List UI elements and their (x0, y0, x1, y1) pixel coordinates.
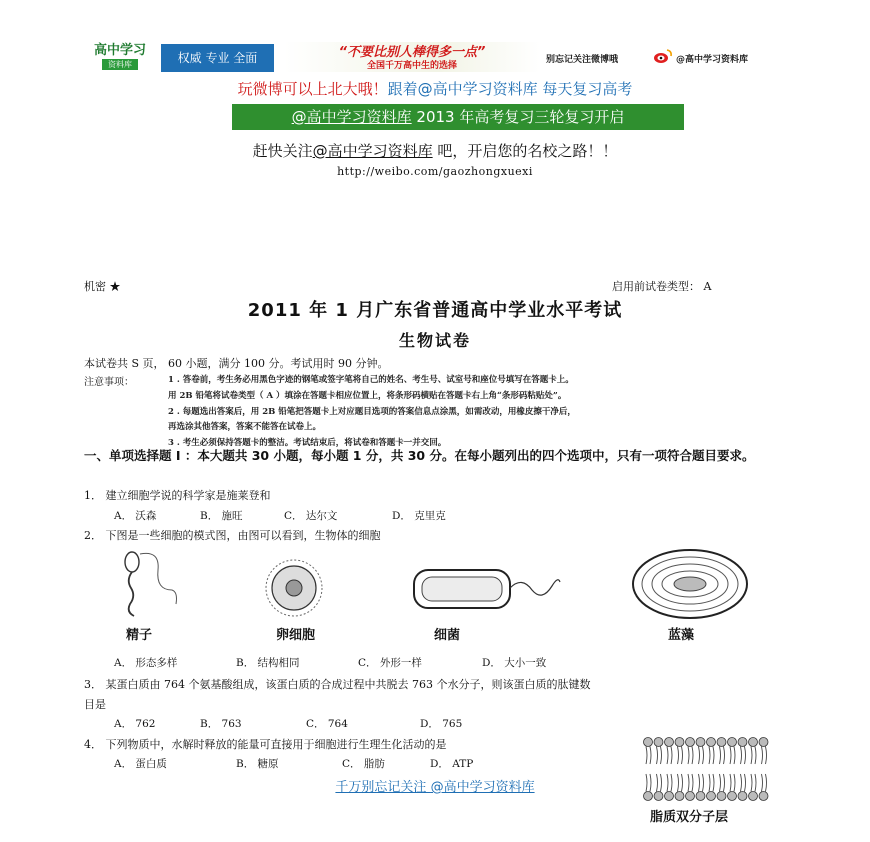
lipid-head (738, 738, 747, 747)
sperm-cell-figure (112, 550, 182, 620)
lipid-tail (745, 747, 746, 765)
exam-intro: 本试卷共 S 页， 60 小题，满分 100 分。考试用时 90 分钟。 (84, 357, 389, 370)
lipid-tail (755, 747, 756, 765)
promo-blue-text[interactable]: 跟着@高中学习资料库 每天复习高考 (387, 80, 633, 98)
option-c[interactable]: C． 764 (306, 718, 348, 730)
question-stem: 2． 下图是一些细胞的模式图，由图可以看到，生物体的细胞 (84, 529, 381, 542)
site-logo (84, 44, 156, 74)
notes-label: 注意事项： (84, 377, 134, 388)
lipid-tail (762, 747, 763, 765)
lipid-head (696, 738, 705, 747)
lipid-tail (646, 747, 647, 765)
exam-title: 2011 年 1 月广东省普通高中学业水平考试 (247, 300, 623, 321)
option-b[interactable]: B． 结构相同 (236, 657, 300, 669)
footer-account-link[interactable]: @高中学习资料库 (430, 780, 535, 795)
tagline-badge: 权威 专业 全面 (161, 44, 274, 72)
note-line: 再选涂其他答案，答案不能答在试卷上。 (168, 422, 322, 432)
note-line: 1 . 答卷前，考生务必用黑色字迹的钢笔或签字笔将自己的姓名、考生号、试室号和座位号填写在答题卡上。 (168, 375, 574, 385)
option-d[interactable]: D． ATP (430, 758, 474, 770)
lipid-tail (734, 747, 735, 765)
lipid-tail (709, 747, 710, 765)
question-stem: 1． 建立细胞学说的科学家是施莱登和 (84, 489, 271, 502)
figure-label-egg: 卵细胞 (276, 628, 316, 643)
weibo-icon (653, 48, 673, 64)
lipid-tail (682, 747, 683, 765)
lipid-tail (678, 747, 679, 765)
figure-label-bilayer: 脂质双分子层 (650, 810, 729, 825)
lipid-tail (692, 747, 693, 765)
lipid-head (654, 738, 663, 747)
lipid-head (759, 738, 768, 747)
lipid-head (686, 738, 695, 747)
figure-label-bacterium: 细菌 (434, 628, 461, 643)
option-c[interactable]: C． 外形一样 (358, 657, 422, 669)
option-b[interactable]: B． 施旺 (200, 510, 243, 522)
green-bar-text: 2013 年高考复习三轮复习开启 (411, 108, 625, 126)
lipid-tail (688, 747, 689, 765)
option-d[interactable]: D． 克里克 (392, 510, 446, 522)
lipid-tail (751, 747, 752, 765)
figure-label-sperm: 精子 (126, 628, 153, 643)
option-b[interactable]: B． 763 (200, 718, 242, 730)
lipid-tail (661, 747, 662, 765)
option-c[interactable]: C． 脂肪 (342, 758, 385, 770)
option-a[interactable]: A． 沃森 (114, 510, 157, 522)
option-b[interactable]: B． 糖原 (236, 758, 279, 770)
follow-prefix: 赶快关注 (252, 142, 313, 160)
question-stem: 4． 下列物质中，水解时释放的能量可直接用于细胞进行生理生化活动的是 (84, 738, 447, 751)
promo-line (0, 78, 870, 99)
lipid-tail (667, 747, 668, 765)
slogan-sub: 全国千万高中生的选择 (366, 61, 457, 71)
exam-subject: 生物试卷 (398, 331, 471, 350)
cyanobacteria-figure (630, 548, 750, 620)
follow-account-link[interactable]: @高中学习资料库 (312, 142, 433, 160)
lipid-head (717, 738, 726, 747)
lipid-head (665, 738, 674, 747)
secret-mark: 机密 ★ (84, 280, 121, 293)
lipid-tail (730, 747, 731, 765)
lipid-head (728, 738, 737, 747)
option-d[interactable]: D． 大小一致 (482, 657, 547, 669)
logo-tag: 资料库 (102, 59, 138, 70)
lipid-head (749, 738, 758, 747)
lipid-tail (766, 747, 767, 765)
note-line: 2 . 每题选出答案后，用 2B 铅笔把答题卡上对应题目选项的答案信息点涂黑，如需改动，用橡皮擦干净后， (168, 407, 576, 417)
lipid-tail (713, 747, 714, 765)
option-a[interactable]: A． 形态多样 (114, 657, 178, 669)
bacterium-figure (412, 562, 562, 614)
lipid-tail (699, 747, 700, 765)
promo-green-bar (232, 104, 684, 130)
question-stem: 3． 某蛋白质由 764 个氨基酸组成，该蛋白质的合成过程中共脱去 763 个水分子，则该蛋白质的肽键数 (84, 678, 591, 691)
option-d[interactable]: D． 765 (420, 718, 463, 730)
slogan-main: “不要比别人棒得多一点” (338, 45, 486, 60)
note-line: 3 . 考生必须保持答题卡的整洁。考试结束后，将试卷和答题卡一并交回。 (168, 438, 447, 448)
follow-suffix: 吧，开启您的名校之路！！ (432, 142, 618, 160)
exam-type: 启用前试卷类型： A (612, 280, 712, 293)
lipid-head (644, 738, 653, 747)
lipid-tail (657, 747, 658, 765)
footer-follow (0, 776, 870, 795)
egg-cell-figure (262, 556, 326, 620)
lipid-tail (720, 747, 721, 765)
lipid-head (675, 738, 684, 747)
follow-reminder: 别忘记关注微博哦 (546, 55, 619, 65)
lipid-head (707, 738, 716, 747)
footer-prefix[interactable]: 千万别忘记关注 (335, 780, 431, 795)
follow-line (0, 140, 870, 161)
option-a[interactable]: A． 762 (114, 718, 156, 730)
lipid-tail (671, 747, 672, 765)
figure-label-cyanobacteria: 蓝藻 (668, 628, 695, 643)
logo-title: 高中学习 (93, 43, 146, 58)
lipid-tail (741, 747, 742, 765)
lipid-tail (650, 747, 651, 765)
green-bar-account[interactable]: @高中学习资料库 (291, 108, 412, 126)
lipid-tail (724, 747, 725, 765)
question-stem-continued: 目是 (84, 698, 106, 711)
option-a[interactable]: A． 蛋白质 (114, 758, 167, 770)
section-title: 一、单项选择题 Ⅰ ：本大题共 30 小题，每小题 1 分，共 30 分。在每小题列出的四个选项中，只有一项符合题目要求。 (84, 448, 755, 463)
weibo-url[interactable]: http://weibo.com/gaozhongxuexi (337, 165, 533, 178)
lipid-tail (703, 747, 704, 765)
weibo-account[interactable]: @高中学习资料库 (676, 55, 749, 65)
promo-red-text: 玩微博可以上北大哦！ (237, 80, 388, 98)
option-c[interactable]: C． 达尔文 (284, 510, 338, 522)
note-line: 用 2B 铅笔将试卷类型（ A ）填涂在答题卡相应位置上，将条形码横贴在答题卡右上角“条形码粘贴处”。 (168, 391, 567, 401)
